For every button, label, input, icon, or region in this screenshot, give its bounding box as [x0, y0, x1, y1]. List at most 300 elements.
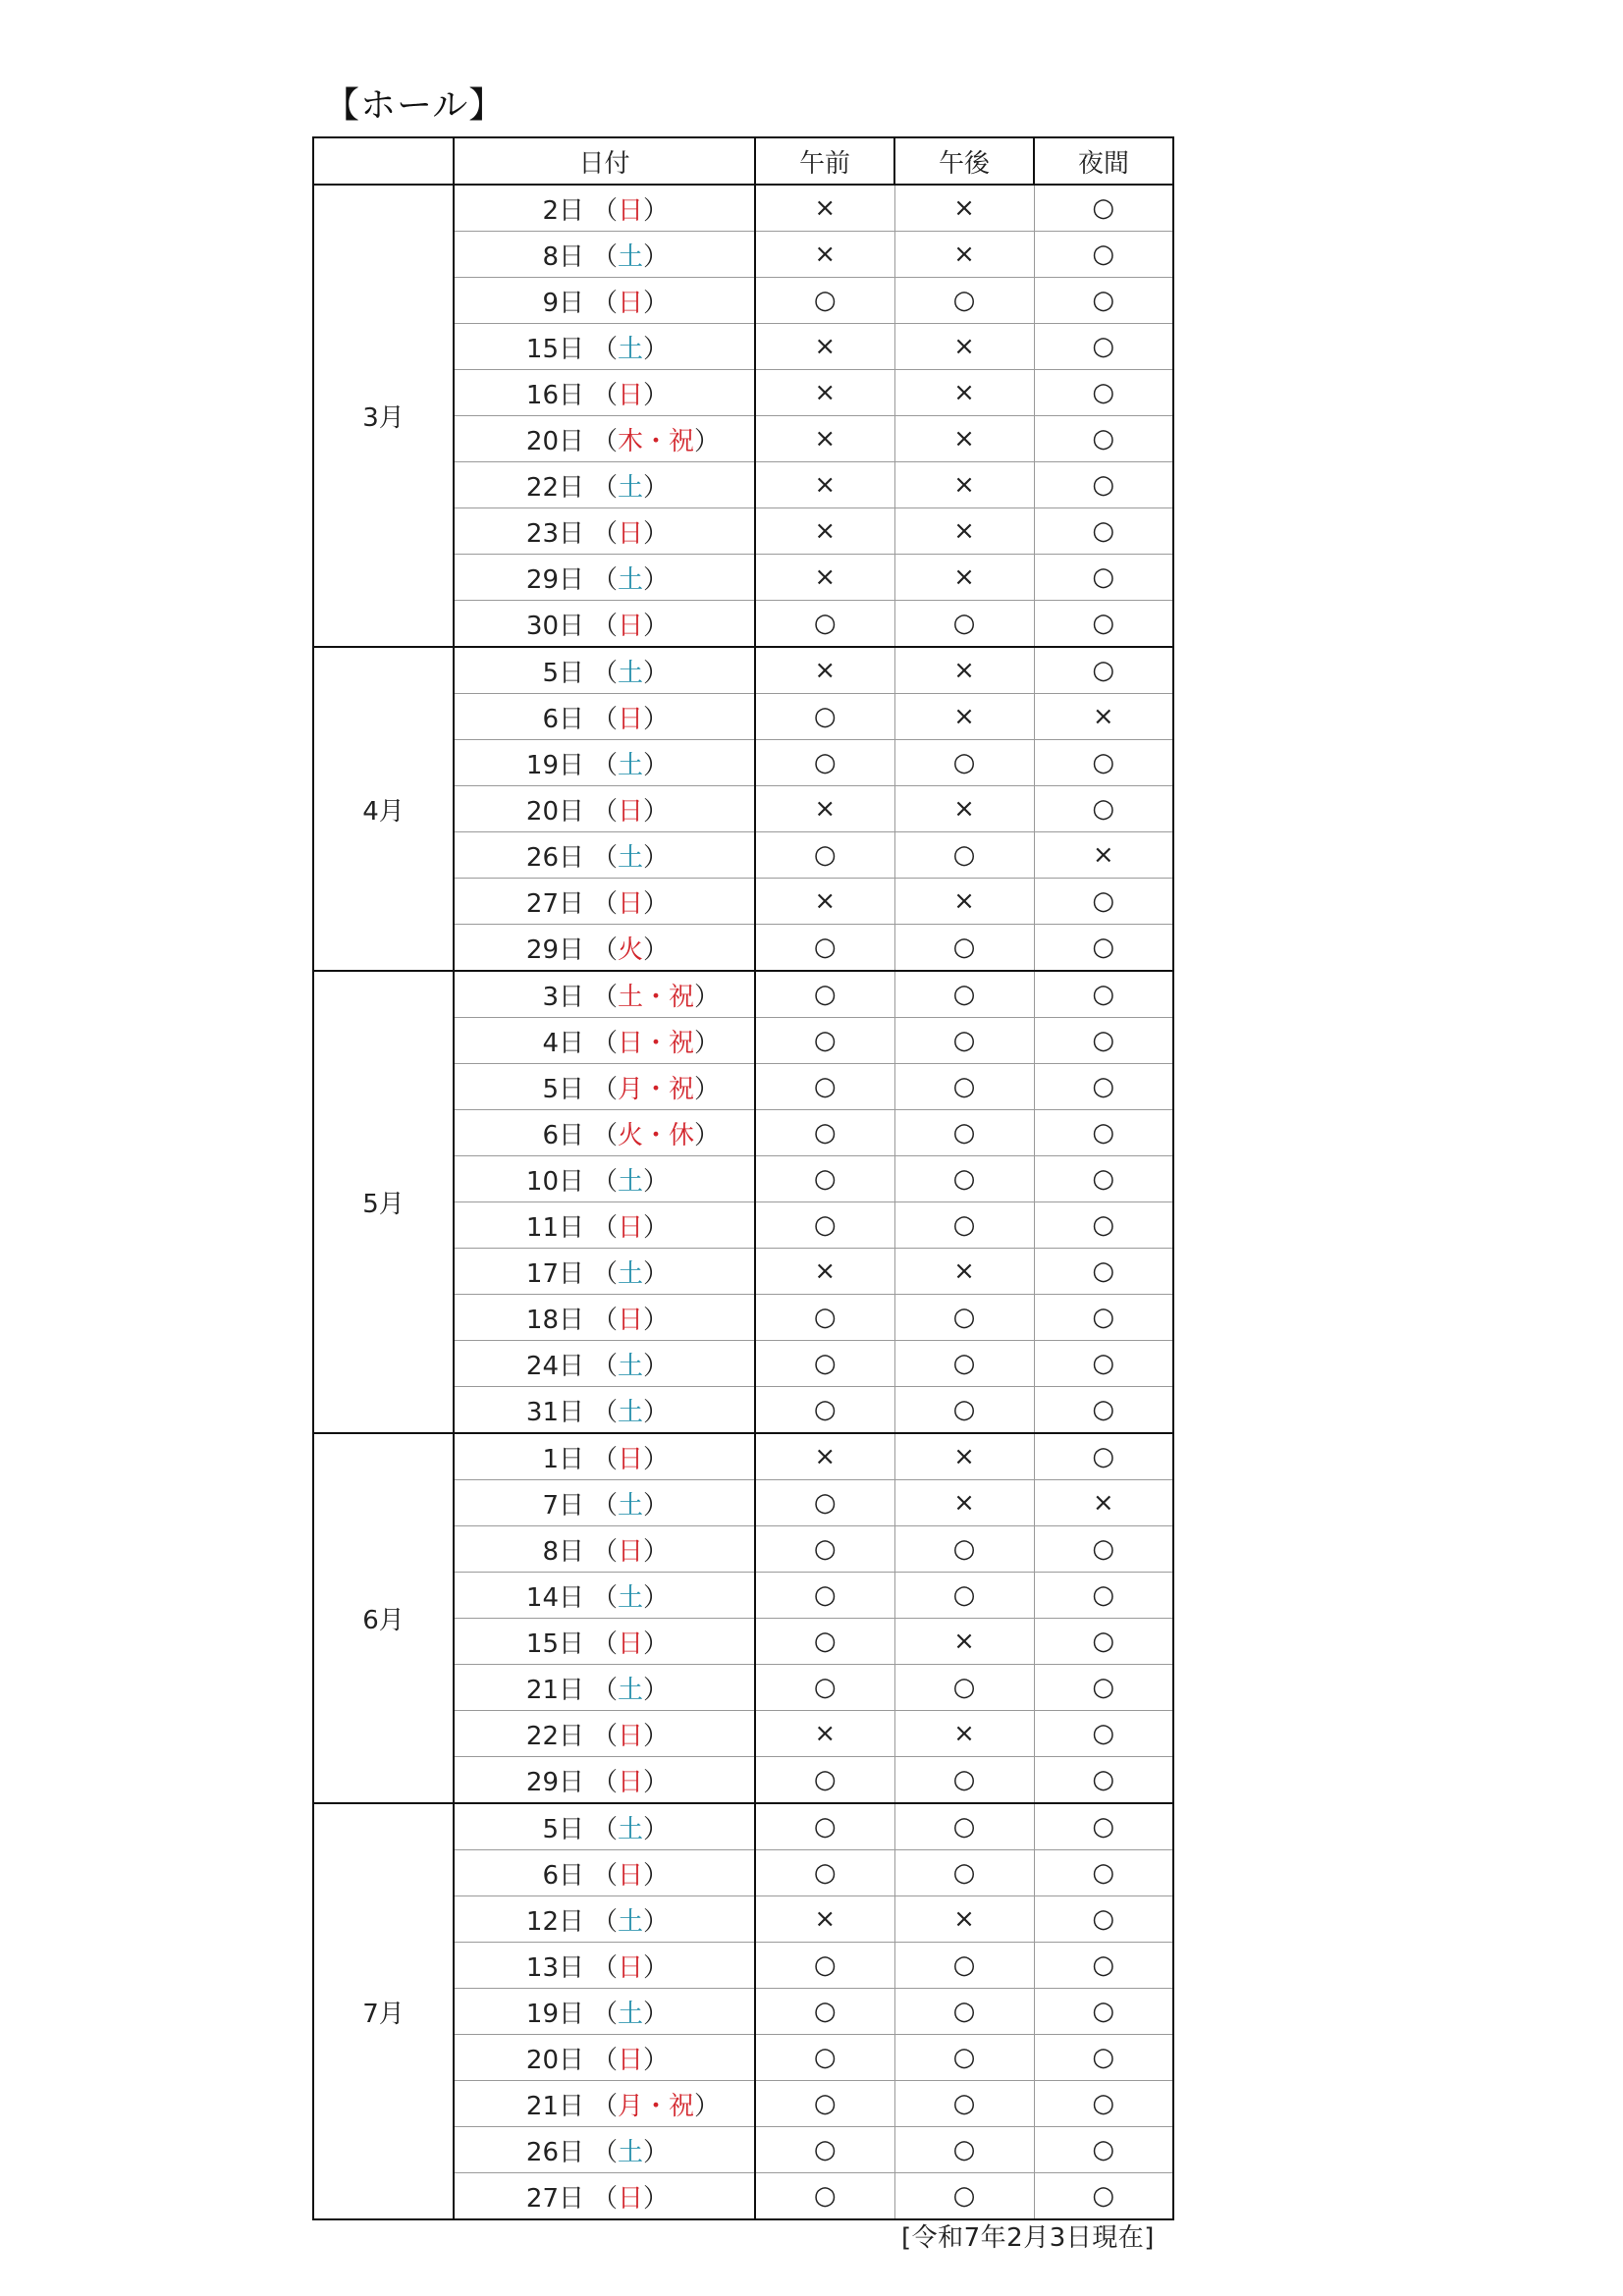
day-number: 7日: [542, 1490, 584, 1521]
afternoon-status-cell: [894, 1064, 1034, 1110]
day-number: 19日: [525, 1999, 584, 2029]
day-of-week: （日）: [592, 2045, 670, 2075]
afternoon-status: ×: [953, 424, 975, 454]
morning-status-cell: [755, 324, 894, 370]
day-of-week: （土）: [592, 564, 670, 595]
day-number: 6日: [542, 704, 584, 734]
day-number: 18日: [525, 1305, 584, 1335]
weekday-name: 土: [618, 1814, 644, 1844]
evening-status: ○: [1092, 378, 1115, 407]
date-cell: [454, 1341, 755, 1387]
evening-status-cell: [1034, 1341, 1173, 1387]
afternoon-status-cell: [894, 1619, 1034, 1665]
morning-status: ○: [813, 1210, 837, 1240]
day-number: 21日: [525, 1675, 584, 1705]
day-of-week: （土）: [592, 658, 670, 688]
date-cell: [454, 879, 755, 925]
day-of-week: （日）: [592, 1629, 670, 1659]
date-label: [455, 1670, 754, 1706]
day-of-week: （土）: [592, 1351, 670, 1381]
weekday-name: 土: [618, 1490, 644, 1521]
day-of-week: （日）: [592, 1952, 670, 1983]
evening-status-cell: [1034, 1757, 1173, 1804]
date-cell: [454, 2081, 755, 2127]
date-label: [455, 1254, 754, 1290]
evening-status-cell: [1034, 1943, 1173, 1989]
evening-status-cell: [1034, 1480, 1173, 1526]
morning-status-cell: [755, 508, 894, 555]
date-cell: [454, 1387, 755, 1434]
day-number: 3日: [542, 982, 584, 1012]
evening-status: ○: [1092, 1349, 1115, 1378]
evening-status: ○: [1092, 1164, 1115, 1194]
date-label: [455, 375, 754, 411]
weekday-name: 日: [618, 1305, 644, 1335]
day-of-week: （土）: [592, 1166, 670, 1197]
evening-status-cell: [1034, 1295, 1173, 1341]
weekday-name: 日: [618, 1629, 644, 1659]
day-number: 17日: [525, 1258, 584, 1289]
day-of-week: （日・祝）: [592, 1028, 721, 1058]
table-row: [313, 1433, 1173, 1480]
weekday-name: 土: [618, 750, 644, 780]
weekday-name: 土: [618, 658, 644, 688]
afternoon-status: ×: [953, 1719, 975, 1748]
morning-status: ×: [814, 794, 837, 824]
morning-status-cell: [755, 1665, 894, 1711]
day-number: 31日: [525, 1397, 584, 1427]
month-cell: 4月: [313, 647, 454, 971]
weekday-name: 月・祝: [618, 1074, 695, 1104]
evening-status: ○: [1092, 470, 1115, 500]
evening-status-cell: [1034, 1110, 1173, 1156]
morning-status: ○: [813, 2043, 837, 2072]
date-cell: [454, 1433, 755, 1480]
evening-status-cell: [1034, 1711, 1173, 1757]
evening-status-cell: [1034, 1526, 1173, 1573]
morning-status: ×: [814, 240, 837, 269]
day-of-week: （土・祝）: [592, 982, 721, 1012]
date-cell: [454, 1110, 755, 1156]
date-cell: [454, 1156, 755, 1202]
evening-status: ○: [1092, 2089, 1115, 2118]
weekday-name: 土: [618, 1675, 644, 1705]
morning-status-cell: [755, 1757, 894, 1804]
weekday-name: 日・祝: [618, 1028, 695, 1058]
afternoon-status: ×: [953, 656, 975, 685]
day-number: 8日: [542, 241, 584, 272]
day-number: 19日: [525, 750, 584, 780]
morning-status: ○: [813, 1026, 837, 1055]
afternoon-status-cell: [894, 1387, 1034, 1434]
weekday-name: 日: [618, 2183, 644, 2214]
afternoon-status: ○: [952, 609, 976, 638]
afternoon-status-cell: [894, 832, 1034, 879]
evening-status: ○: [1092, 1765, 1115, 1794]
day-number: 13日: [525, 1952, 584, 1983]
morning-status: ○: [813, 1488, 837, 1518]
day-of-week: （日）: [592, 1536, 670, 1567]
date-label: [455, 791, 754, 828]
day-of-week: （土）: [592, 472, 670, 503]
morning-status-cell: [755, 1989, 894, 2035]
date-label: [455, 2086, 754, 2122]
morning-status-cell: [755, 1295, 894, 1341]
date-cell: [454, 370, 755, 416]
date-label: [455, 2132, 754, 2168]
afternoon-status-cell: [894, 925, 1034, 972]
morning-status-cell: [755, 1064, 894, 1110]
date-label: [455, 513, 754, 550]
day-number: 22日: [525, 1721, 584, 1751]
weekday-name: 日: [618, 2045, 644, 2075]
day-number: 10日: [525, 1166, 584, 1197]
evening-status: ×: [1092, 840, 1114, 870]
header-morning: 午前: [755, 137, 894, 185]
evening-status-cell: [1034, 1018, 1173, 1064]
date-label: [455, 1809, 754, 1845]
date-label: [455, 883, 754, 920]
afternoon-status: ○: [952, 1997, 976, 2026]
weekday-name: 土: [618, 1582, 644, 1613]
weekday-name: 日: [618, 1767, 644, 1797]
date-cell: [454, 1249, 755, 1295]
day-number: 5日: [542, 1074, 584, 1104]
afternoon-status: ○: [952, 286, 976, 315]
day-of-week: （月・祝）: [592, 2091, 721, 2121]
date-label: [455, 1531, 754, 1568]
date-label: [455, 283, 754, 319]
morning-status: ×: [814, 378, 837, 407]
morning-status-cell: [755, 232, 894, 278]
afternoon-status-cell: [894, 1989, 1034, 2035]
morning-status-cell: [755, 278, 894, 324]
morning-status-cell: [755, 2127, 894, 2173]
evening-status: ○: [1092, 516, 1115, 546]
afternoon-status: ○: [952, 1858, 976, 1888]
afternoon-status-cell: [894, 278, 1034, 324]
morning-status: ×: [814, 656, 837, 685]
day-number: 20日: [525, 426, 584, 456]
date-cell: [454, 1711, 755, 1757]
afternoon-status-cell: [894, 1110, 1034, 1156]
evening-status-cell: [1034, 879, 1173, 925]
afternoon-status-cell: [894, 1202, 1034, 1249]
day-of-week: （日）: [592, 1305, 670, 1335]
afternoon-status-cell: [894, 1480, 1034, 1526]
afternoon-status: ○: [952, 1118, 976, 1148]
weekday-name: 土: [618, 842, 644, 873]
weekday-name: 木・祝: [618, 426, 695, 456]
date-cell: [454, 232, 755, 278]
afternoon-status: ○: [952, 1303, 976, 1332]
afternoon-status-cell: [894, 1757, 1034, 1804]
evening-status-cell: [1034, 601, 1173, 648]
day-number: 4日: [542, 1028, 584, 1058]
morning-status-cell: [755, 925, 894, 972]
afternoon-status-cell: [894, 370, 1034, 416]
morning-status-cell: [755, 462, 894, 508]
afternoon-status-cell: [894, 2127, 1034, 2173]
day-of-week: （火・休）: [592, 1120, 721, 1150]
morning-status-cell: [755, 1433, 894, 1480]
morning-status-cell: [755, 971, 894, 1018]
day-of-week: （日）: [592, 1721, 670, 1751]
day-of-week: （土）: [592, 1675, 670, 1705]
morning-status-cell: [755, 370, 894, 416]
weekday-name: 土: [618, 1166, 644, 1197]
header-afternoon: 午後: [894, 137, 1034, 185]
date-label: [455, 329, 754, 365]
afternoon-status: ○: [952, 1395, 976, 1424]
evening-status: ○: [1092, 1719, 1115, 1748]
afternoon-status-cell: [894, 2035, 1034, 2081]
morning-status: ×: [814, 562, 837, 592]
weekday-name: 日: [618, 1536, 644, 1567]
date-label: [455, 606, 754, 642]
afternoon-status-cell: [894, 1711, 1034, 1757]
date-cell: [454, 1619, 755, 1665]
date-cell: [454, 601, 755, 648]
morning-status: ○: [813, 2181, 837, 2211]
table-row: [313, 185, 1173, 232]
date-cell: [454, 786, 755, 832]
evening-status: ○: [1092, 1072, 1115, 1101]
date-label: [455, 1023, 754, 1059]
evening-status: ○: [1092, 1534, 1115, 1564]
evening-status-cell: [1034, 1249, 1173, 1295]
morning-status-cell: [755, 832, 894, 879]
morning-status-cell: [755, 416, 894, 462]
morning-status: ○: [813, 1072, 837, 1101]
morning-status: ○: [813, 1303, 837, 1332]
date-cell: [454, 1943, 755, 1989]
weekday-name: 火: [618, 934, 644, 965]
morning-status: ○: [813, 2135, 837, 2164]
afternoon-status: ○: [952, 1673, 976, 1702]
afternoon-status-cell: [894, 601, 1034, 648]
date-cell: [454, 832, 755, 879]
as-of-date: [令和7年2月3日現在]: [901, 2223, 1155, 2253]
afternoon-status: ×: [953, 1627, 975, 1656]
morning-status: ○: [813, 980, 837, 1009]
day-of-week: （土）: [592, 1999, 670, 2029]
afternoon-status: ×: [953, 1904, 975, 1934]
evening-status-cell: [1034, 832, 1173, 879]
afternoon-status: ○: [952, 1765, 976, 1794]
morning-status-cell: [755, 694, 894, 740]
date-label: [455, 1577, 754, 1614]
morning-status-cell: [755, 786, 894, 832]
afternoon-status-cell: [894, 2081, 1034, 2127]
day-number: 15日: [525, 334, 584, 364]
evening-status-cell: [1034, 1850, 1173, 1896]
afternoon-status: ×: [953, 378, 975, 407]
evening-status: ○: [1092, 2043, 1115, 2072]
afternoon-status-cell: [894, 555, 1034, 601]
date-label: [455, 1161, 754, 1198]
day-number: 22日: [525, 472, 584, 503]
date-label: [455, 2178, 754, 2215]
weekday-name: 日: [618, 288, 644, 318]
day-number: 26日: [525, 2137, 584, 2167]
morning-status-cell: [755, 555, 894, 601]
evening-status-cell: [1034, 1156, 1173, 1202]
weekday-name: 土: [618, 241, 644, 272]
afternoon-status-cell: [894, 694, 1034, 740]
evening-status: ○: [1092, 1118, 1115, 1148]
evening-status: ○: [1092, 1303, 1115, 1332]
evening-status: ○: [1092, 1627, 1115, 1656]
afternoon-status-cell: [894, 1156, 1034, 1202]
date-cell: [454, 1665, 755, 1711]
day-of-week: （土）: [592, 1490, 670, 1521]
morning-status-cell: [755, 1018, 894, 1064]
evening-status-cell: [1034, 370, 1173, 416]
date-cell: [454, 1480, 755, 1526]
weekday-name: 日: [618, 195, 644, 226]
date-label: [455, 1485, 754, 1522]
day-of-week: （日）: [592, 704, 670, 734]
weekday-name: 土: [618, 1258, 644, 1289]
month-cell: 7月: [313, 1803, 454, 2219]
day-of-week: （土）: [592, 1397, 670, 1427]
date-label: [455, 837, 754, 874]
evening-status: ○: [1092, 609, 1115, 638]
date-cell: [454, 1896, 755, 1943]
afternoon-status-cell: [894, 1896, 1034, 1943]
morning-status: ○: [813, 748, 837, 777]
evening-status-cell: [1034, 925, 1173, 972]
afternoon-status-cell: [894, 185, 1034, 232]
date-label: [455, 930, 754, 966]
evening-status: ○: [1092, 1210, 1115, 1240]
day-number: 26日: [525, 842, 584, 873]
afternoon-status: ○: [952, 933, 976, 962]
day-number: 21日: [525, 2091, 584, 2121]
evening-status-cell: [1034, 1896, 1173, 1943]
afternoon-status-cell: [894, 971, 1034, 1018]
evening-status: ○: [1092, 1812, 1115, 1842]
date-label: [455, 1762, 754, 1798]
evening-status: ○: [1092, 332, 1115, 361]
evening-status: ○: [1092, 424, 1115, 454]
afternoon-status: ×: [953, 516, 975, 546]
morning-status-cell: [755, 1943, 894, 1989]
day-of-week: （土）: [592, 1258, 670, 1289]
morning-status: ×: [814, 470, 837, 500]
day-number: 29日: [525, 564, 584, 595]
morning-status-cell: [755, 740, 894, 786]
day-number: 30日: [525, 611, 584, 641]
afternoon-status: ×: [953, 1442, 975, 1471]
date-label: [455, 2040, 754, 2076]
morning-status: ×: [814, 424, 837, 454]
date-cell: [454, 925, 755, 972]
weekday-name: 日: [618, 1212, 644, 1243]
date-label: [455, 190, 754, 227]
table-header: [313, 137, 1173, 185]
day-of-week: （日）: [592, 1212, 670, 1243]
date-label: [455, 421, 754, 457]
weekday-name: 土: [618, 1397, 644, 1427]
afternoon-status: ○: [952, 1210, 976, 1240]
afternoon-status-cell: [894, 1249, 1034, 1295]
weekday-name: 火・休: [618, 1120, 695, 1150]
date-label: [455, 1624, 754, 1660]
day-number: 11日: [525, 1212, 584, 1243]
morning-status: ○: [813, 1673, 837, 1702]
day-of-week: （日）: [592, 888, 670, 919]
afternoon-status: ○: [952, 1812, 976, 1842]
evening-status-cell: [1034, 1202, 1173, 1249]
evening-status: ×: [1092, 1488, 1114, 1518]
evening-status: ○: [1092, 286, 1115, 315]
table-row: [313, 647, 1173, 694]
day-of-week: （日）: [592, 1444, 670, 1474]
evening-status: ○: [1092, 748, 1115, 777]
morning-status-cell: [755, 1573, 894, 1619]
evening-status-cell: [1034, 971, 1173, 1018]
evening-status-cell: [1034, 1573, 1173, 1619]
weekday-name: 土: [618, 1351, 644, 1381]
afternoon-status-cell: [894, 1526, 1034, 1573]
afternoon-status-cell: [894, 740, 1034, 786]
day-of-week: （土）: [592, 750, 670, 780]
weekday-name: 月・祝: [618, 2091, 695, 2121]
evening-status-cell: [1034, 1433, 1173, 1480]
morning-status-cell: [755, 879, 894, 925]
date-label: [455, 1439, 754, 1475]
weekday-name: 土: [618, 564, 644, 595]
weekday-name: 土: [618, 1999, 644, 2029]
afternoon-status: ○: [952, 2089, 976, 2118]
day-number: 20日: [525, 796, 584, 827]
date-label: [455, 467, 754, 504]
weekday-name: 日: [618, 704, 644, 734]
evening-status-cell: [1034, 2081, 1173, 2127]
date-cell: [454, 2127, 755, 2173]
afternoon-status: ○: [952, 1950, 976, 1980]
morning-status: ○: [813, 840, 837, 870]
afternoon-status-cell: [894, 1433, 1034, 1480]
morning-status: ×: [814, 332, 837, 361]
header-blank: [313, 137, 454, 185]
day-number: 20日: [525, 2045, 584, 2075]
evening-status-cell: [1034, 2173, 1173, 2220]
evening-status-cell: [1034, 278, 1173, 324]
afternoon-status: ×: [953, 332, 975, 361]
afternoon-status-cell: [894, 462, 1034, 508]
date-cell: [454, 1573, 755, 1619]
table-row: [313, 971, 1173, 1018]
evening-status-cell: [1034, 1387, 1173, 1434]
date-label: [455, 1855, 754, 1892]
date-label: [455, 1207, 754, 1244]
day-of-week: （土）: [592, 1814, 670, 1844]
day-of-week: （日）: [592, 380, 670, 410]
day-number: 6日: [542, 1860, 584, 1891]
evening-status: ×: [1092, 702, 1114, 731]
date-cell: [454, 1803, 755, 1850]
day-of-week: （日）: [592, 611, 670, 641]
weekday-name: 日: [618, 518, 644, 549]
morning-status-cell: [755, 1896, 894, 1943]
day-of-week: （日）: [592, 2183, 670, 2214]
weekday-name: 日: [618, 611, 644, 641]
date-cell: [454, 1757, 755, 1804]
month-cell: 3月: [313, 185, 454, 647]
